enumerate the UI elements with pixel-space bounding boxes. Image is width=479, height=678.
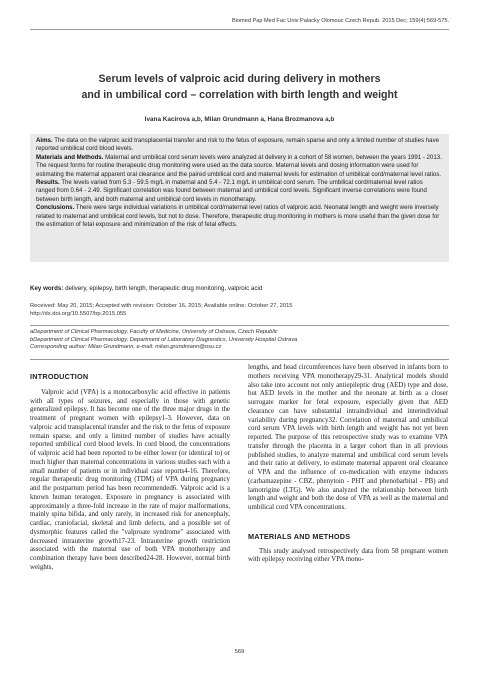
affiliation-a: aDepartment of Clinical Pharmacology, Faculty of Medicine, University of Ostrava, Czech Republic xyxy=(30,329,278,335)
methods-text: Maternal and umbilical cord serum levels were analyzed at delivery in a cohort of 58 women, between the years 1991 - 2013. The request forms for routine therapeutic drug monitoring were used as the data source. Maternal levels and dosing information were used for estimating the maternal apparent oral clearance and the paired umbilical cord and maternal levels for estimation of umbilical cord/maternal level ratios. xyxy=(36,153,442,178)
keywords-text: delivery, epilepsy, birth length, therapeutic drug monitoring, valproic acid xyxy=(65,285,263,292)
article-title xyxy=(20,71,459,103)
author-list: Ivana Kacirova a,b, Milan Grundmann a, Hana Brozmanova a,b xyxy=(144,116,335,123)
keywords xyxy=(30,285,449,293)
title-line-1: Serum levels of valproic acid during delivery in mothers xyxy=(98,73,381,85)
abstract-aims xyxy=(36,137,443,154)
keywords-label: Key words: xyxy=(30,285,64,292)
affiliations xyxy=(30,329,449,352)
aims-label: Aims. xyxy=(36,137,53,144)
methods-label: Materials and Methods. xyxy=(36,153,104,161)
abstract-conclusions xyxy=(36,204,443,229)
abstract-methods xyxy=(36,154,443,179)
left-column xyxy=(30,373,230,573)
affiliation-b: bDepartment of Clinical Pharmacology, Department of Laboratory Diagnostics, University Hospital Ostrava xyxy=(30,336,298,343)
conclusions-label: Conclusions. xyxy=(36,204,75,212)
introduction-heading: INTRODUCTION xyxy=(30,372,89,381)
intro-paragraph: Valproic acid (VPA) is a monocarboxylic acid effective in patients with all types of seizures, and especially in those with genetic generalized epilepsy. It has become one of the three major drugs in the treatment of pregnant women with epilepsy1-3. However, data on valproic acid transplacental transfer and the risk to the fetus of exposure remain sparse, and only a limited number of studies have actually reported umbilical cord blood levels. In cord blood, the concentrations of valproic acid had been reported to be either lower (or identical to) or much higher than maternal concentrations in various studies each with a small number of patients or in individual case reports4-16. Therefore, regular therapeutic drug monitoring (TDM) of VPA during pregnancy and the postpartum period has been recommended6. Valproic acid is a known human teratogen. Exposure in pregnancy is associated with approximately a three-fold increase in the rate of major malformations, mainly spina bifida, and only rarely, in increased risk for anencephaly, cardiac, craniofacial, skeletal and limb defects, and a possible set of dysmorphic features called the "valproate syndrome" associated with decreased intrauterine growth17-23. Intrauterine growth restriction associated with the maternal use of both VPA monotherapy and combination therapy have been described24-28. However, normal birth weights, xyxy=(30,388,230,571)
intro-continued-paragraph: lengths, and head circumferences have been observed in infants born to mothers receiving VPA monotherapy29-31. Analytical models should also take into account not only antiepileptic drug (AED) type and dose, but AED levels in the mother and the neonate at birth as a closer surrogate marker for fetal exposure, especially given that AED clearance can have substantial intraindividual and interindividual variability during pregnancy32. Correlation of maternal and umbilical cord serum VPA levels with birth length and weight has not yet been reported. The purpose of this retrospective study was to examine VPA transfer through the placenta in a larger cohort than in all previous published studies, to analyze maternal and umbilical cord serum levels and their ratio at delivery, to estimate maternal apparent oral clearance of VPA and the influence of co-medication with enzyme inducers (carbamazepine - CBZ, phenytoin - PHT and phenobarbital - PB) and lamotrigine (LTG). We also analyzed the relationship between birth length and weight and both the dose of VPA as well as the maternal and umbilical cord VPA concentrations. xyxy=(248,364,448,511)
abstract-box xyxy=(30,134,449,262)
title-line-2: and in umbilical cord – correlation with birth length and weight xyxy=(81,89,398,101)
journal-citation: Biomed Pap Med Fac Univ Palacky Olomouc Czech Repub. 2015 Dec; 159(4):569-575. xyxy=(231,18,449,24)
results-text: The levels varied from 5.3 - 59.5 mg/L in maternal and 5.4 - 72.1 mg/L in umbilical cord serum. The umbilical cord/maternal level ratios ranged from 0.64 - 2.49. Significant correlation was found between maternal and umbilical cord levels. Significant inverse correlations were found between birth length, and both maternal and umbilical cord levels in monotherapy. xyxy=(36,179,427,203)
right-column xyxy=(248,364,448,565)
corresponding-author: Corresponding author: Milan Grundmann, e-mail: milan.grundmann@osu.cz xyxy=(30,344,222,351)
page-number: 569 xyxy=(234,649,245,655)
dates-rule xyxy=(30,325,449,326)
header-rule xyxy=(30,29,449,30)
methods-paragraph: This study analysed retrospectively data from 58 pregnant women with epilepsy receiving either VPA mono- xyxy=(248,547,448,564)
results-label: Results. xyxy=(36,179,60,187)
doi-link[interactable]: http://dx.doi.org/10.5507/bp.2015.055 xyxy=(30,311,127,317)
affiliations-rule xyxy=(30,359,449,360)
conclusions-text: There were large individual variations in umbilical cord/maternal level ratios of valproic acid. Neonatal length and weight were inversely related to maternal and umbilical cord levels, but not to dose. Therefore, therapeutic drug monitoring in mothers is more useful than the given dose for the estimation of fetal exposure and minimization of the risk of fetal effects. xyxy=(36,204,440,229)
article-dates xyxy=(30,302,449,318)
methods-heading: MATERIALS AND METHODS xyxy=(248,531,351,541)
aims-text: The data on the valproic acid transplacental transfer and risk to the fetus of exposure, remain sparse and only a limited number of studies have reported umbilical cord blood levels. xyxy=(36,137,439,153)
abstract-results xyxy=(36,179,443,204)
received-dates: Received: May 20, 2015; Accepted with revision: October 16, 2015; Available online: October 27, 2015 xyxy=(30,303,293,309)
